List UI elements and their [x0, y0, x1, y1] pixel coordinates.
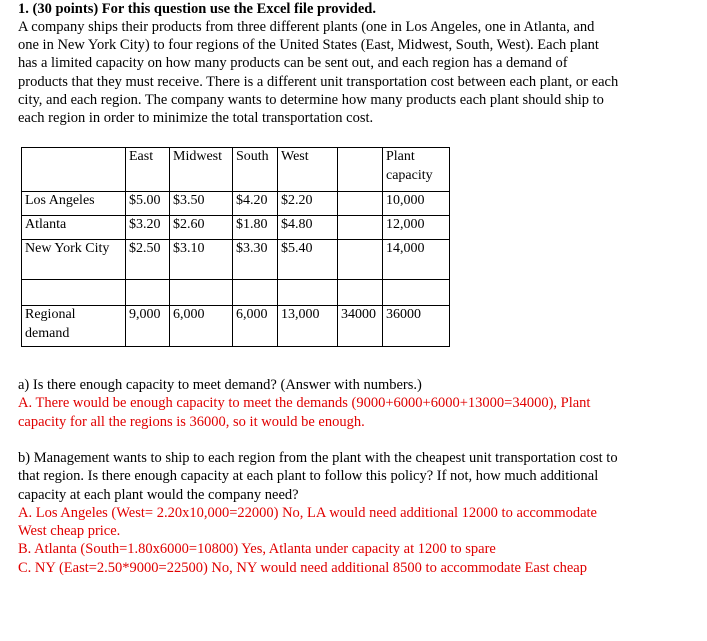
table-cell: $5.40: [278, 240, 338, 280]
table-cell: $3.20: [126, 216, 170, 240]
table-cell: Regional demand: [22, 306, 126, 347]
table-cell: 34000: [338, 306, 383, 347]
table-cell: 36000: [383, 306, 450, 347]
question-title: 1. (30 points) For this question use the Excel file provided.: [18, 1, 376, 17]
table-cell: [126, 280, 170, 306]
answer-b-line: B. Atlanta (South=1.80x6000=10800) Yes, Atlanta under capacity at 1200 to spare: [18, 541, 496, 558]
table-cell: $4.20: [233, 192, 278, 216]
table-cell: [22, 148, 126, 192]
table-cell: $3.50: [170, 192, 233, 216]
table-cell: 10,000: [383, 192, 450, 216]
table-cell: New York City: [22, 240, 126, 280]
table-header-row: [22, 148, 450, 192]
question-a-prompt: a) Is there enough capacity to meet demand? (Answer with numbers.): [18, 377, 422, 393]
table-cell: $3.30: [233, 240, 278, 280]
table-header-midwest: Midwest: [170, 148, 233, 192]
intro-paragraph: [18, 18, 693, 127]
table-cell: Los Angeles: [22, 192, 126, 216]
table-row: [22, 280, 450, 306]
table-cell: $3.10: [170, 240, 233, 280]
shipping-cost-table: [21, 147, 450, 347]
table-header-plant-capacity: Plant capacity: [383, 148, 450, 192]
table-row: [22, 216, 450, 240]
table-cell: 14,000: [383, 240, 450, 280]
table-cell: 6,000: [233, 306, 278, 347]
table-cell: [233, 280, 278, 306]
answer-b-line: A. Los Angeles (West= 2.20x10,000=22000) No, LA would need additional 12000 to accommodate: [18, 504, 597, 521]
intro-line: one in New York City) to four regions of the United States (East, Midwest, South, West). Each plant: [18, 37, 599, 54]
table-cell: 12,000: [383, 216, 450, 240]
table-cell: $5.00: [126, 192, 170, 216]
question-b-block: [18, 449, 618, 577]
table-cell: $2.20: [278, 192, 338, 216]
answer-a-line: A. There would be enough capacity to meet the demands (9000+6000+6000+13000=34000), Plant: [18, 395, 591, 412]
table-cell: [383, 280, 450, 306]
table-cell: [22, 280, 126, 306]
question-a-block: [18, 376, 590, 431]
intro-line: has a limited capacity on how many products can be sent out, and each region has a demand of: [18, 55, 568, 72]
table-cell: $2.60: [170, 216, 233, 240]
table-cell: [338, 280, 383, 306]
answer-b-line: C. NY (East=2.50*9000=22500) No, NY would need additional 8500 to accommodate East cheap: [18, 559, 587, 576]
question-b-prompt-line: b) Management wants to ship to each region from the plant with the cheapest unit transportation cost to: [18, 450, 618, 466]
intro-line: products that they must receive. There is a different unit transportation cost between each plant, or each: [18, 73, 619, 90]
table-cell: 13,000: [278, 306, 338, 347]
question-b-prompt-line: capacity at each plant would the company need?: [18, 486, 299, 503]
intro-line: A company ships their products from three different plants (one in Los Angeles, one in Atlanta, and: [18, 19, 595, 35]
answer-b-line: West cheap price.: [18, 523, 121, 540]
table-cell: [338, 216, 383, 240]
intro-line: city, and each region. The company wants to determine how many products each plant should ship to: [18, 91, 604, 108]
question-b-prompt-line: that region. Is there enough capacity at each plant to follow this policy? If not, how much additional: [18, 468, 599, 485]
table-row: [22, 192, 450, 216]
table-row: [22, 240, 450, 280]
intro-line: each region in order to minimize the total transportation cost.: [18, 110, 374, 127]
table-cell: $4.80: [278, 216, 338, 240]
table-row: [22, 306, 450, 347]
table-cell: 9,000: [126, 306, 170, 347]
table-header-west: West: [278, 148, 338, 192]
answer-a-line: capacity for all the regions is 36000, so it would be enough.: [18, 413, 365, 430]
table-cell: $2.50: [126, 240, 170, 280]
table-cell: Atlanta: [22, 216, 126, 240]
table-cell: $1.80: [233, 216, 278, 240]
table-cell: [170, 280, 233, 306]
table-cell: 6,000: [170, 306, 233, 347]
table-header-east: East: [126, 148, 170, 192]
table-cell: [278, 280, 338, 306]
table-cell: [338, 240, 383, 280]
table-cell: [338, 192, 383, 216]
table-cell: [338, 148, 383, 192]
table-header-south: South: [233, 148, 278, 192]
